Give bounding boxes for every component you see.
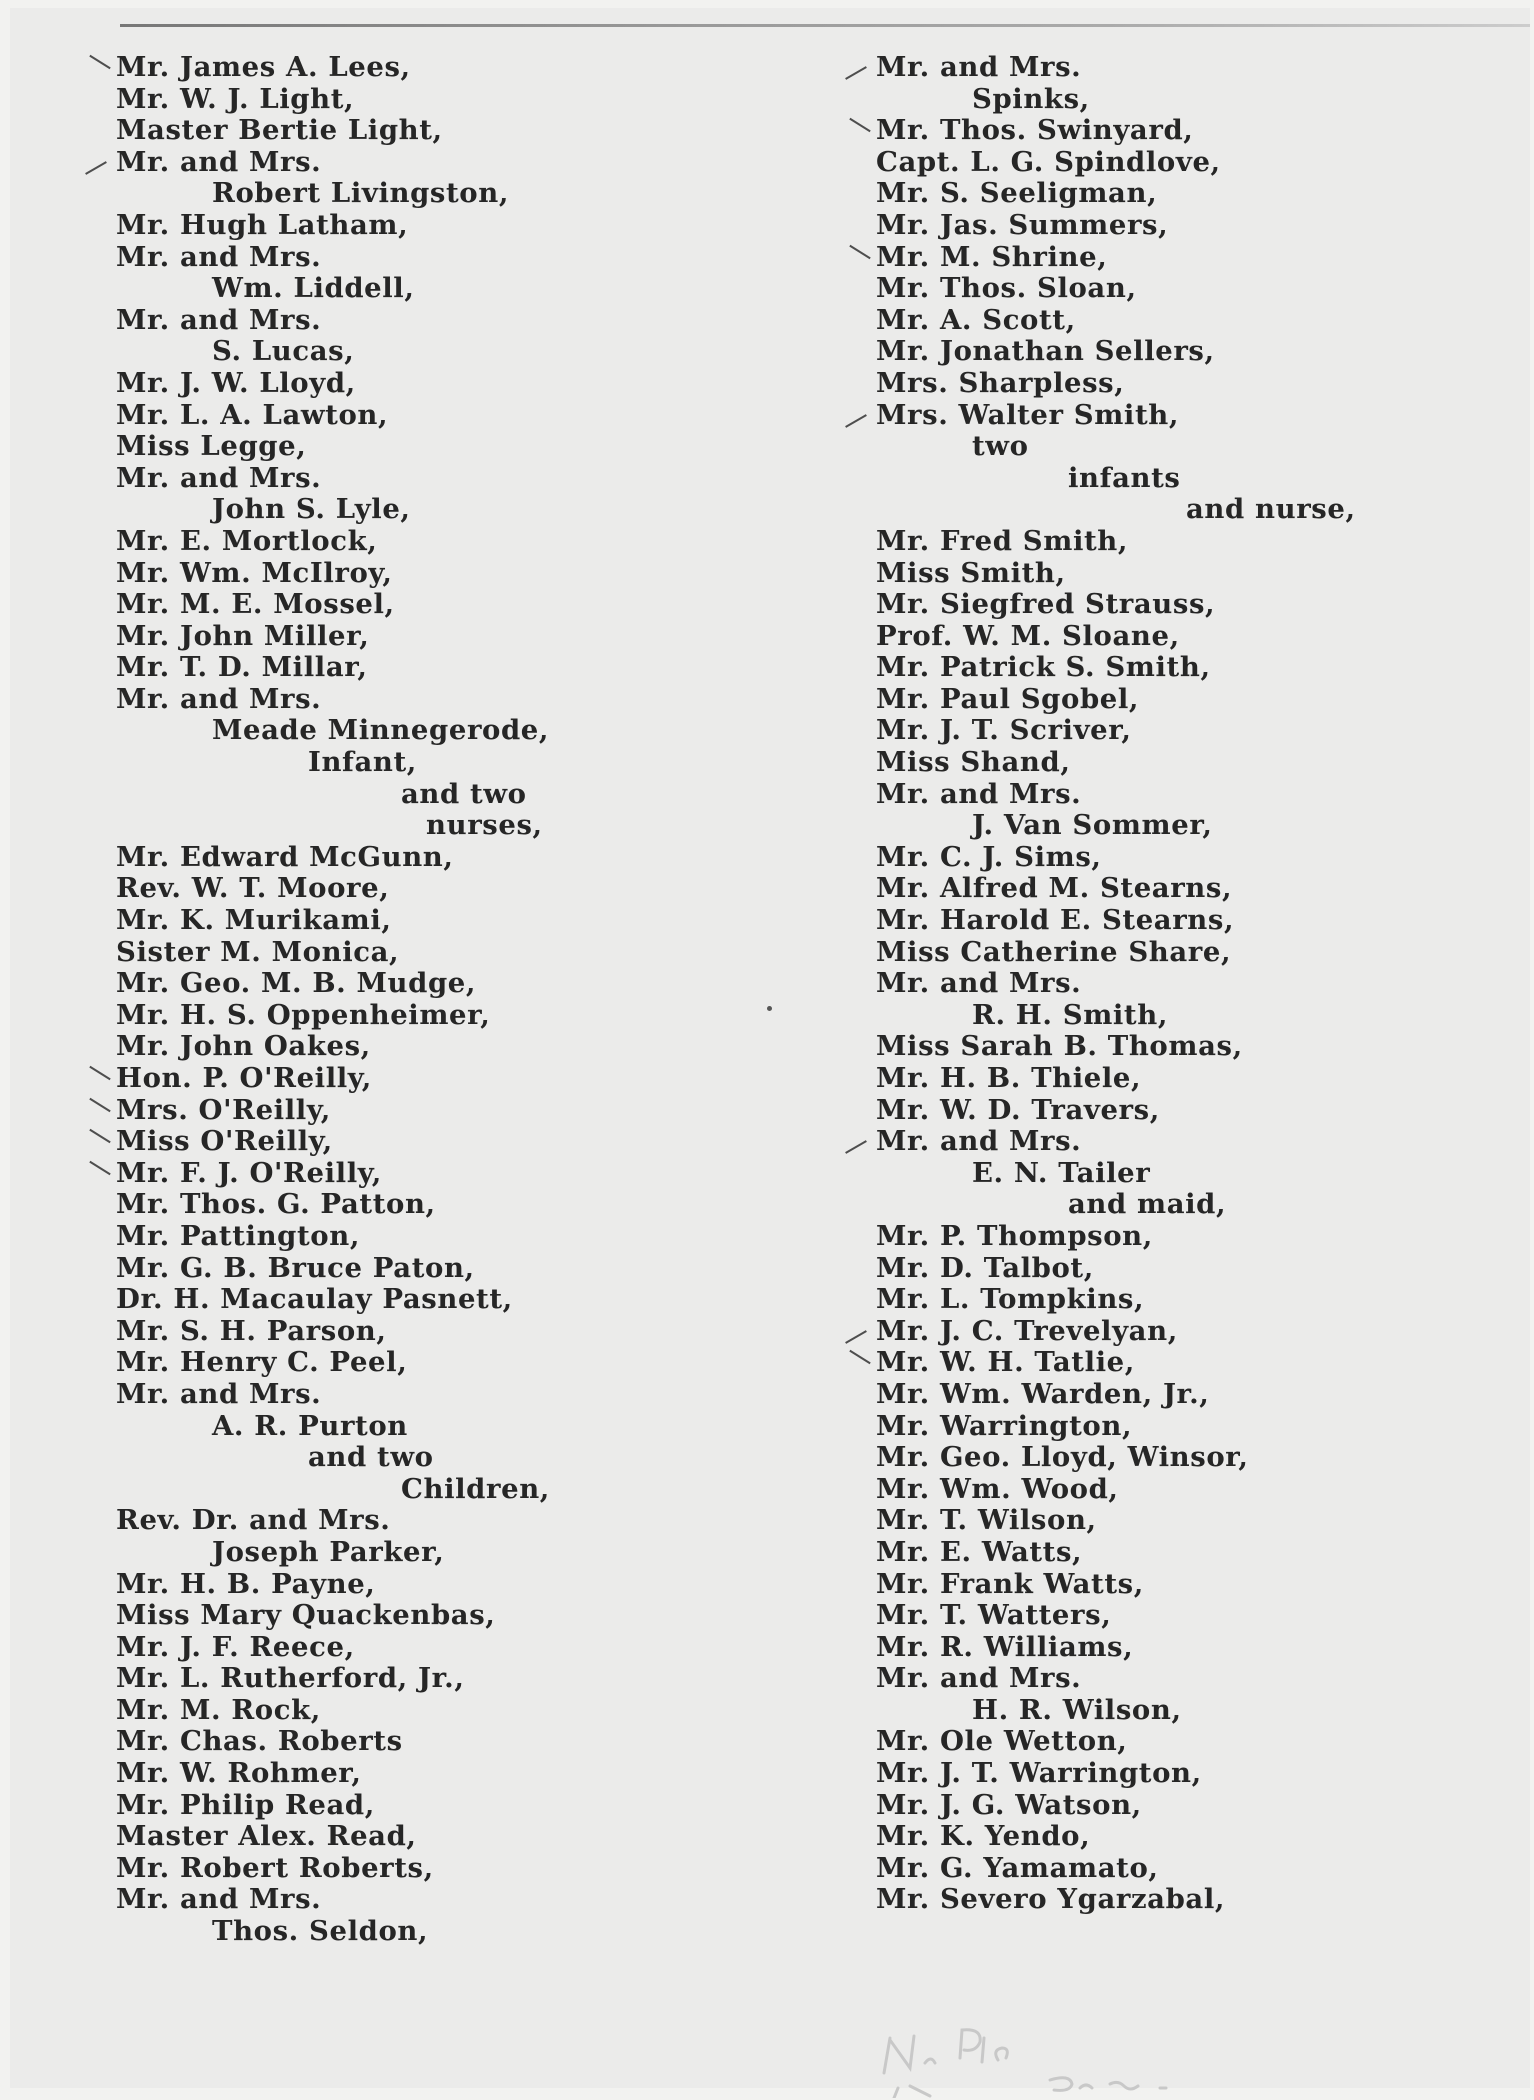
passenger-line [116,1821,676,1853]
passenger-line [116,968,676,1000]
passenger-line [116,842,676,874]
passenger-line [116,810,676,842]
passenger-line [116,273,676,305]
passenger-line [116,652,676,684]
passenger-name-text: Mr. and Mrs. [876,777,1082,810]
passenger-line [876,1505,1496,1537]
passenger-name-text: Mr. S. H. Parson, [116,1314,387,1347]
passenger-line [116,242,676,274]
passenger-name-text: Mr. and Mrs. [116,240,322,273]
passenger-line [876,1695,1496,1727]
passenger-name-text: Mr. W. D. Travers, [876,1093,1160,1126]
passenger-name-text: Hon. P. O'Reilly, [116,1062,372,1094]
passenger-name-text: Mr. Paul Sgobel, [876,682,1140,715]
pencil-check-mark [845,414,867,428]
passenger-name-text: Meade Minnegerode, [212,714,550,747]
pencil-check-mark [845,1140,867,1154]
passenger-line [876,1758,1496,1790]
passenger-name-text: E. N. Tailer [972,1156,1151,1189]
passenger-line [116,1063,676,1095]
passenger-name-text: Mr. H. B. Payne, [116,1567,376,1600]
passenger-name-text: Joseph Parker, [212,1535,445,1568]
passenger-name-text: Robert Livingston, [212,177,510,210]
passenger-line [876,431,1496,463]
passenger-line [876,147,1496,179]
passenger-line [876,1884,1496,1916]
passenger-name-text: Spinks, [972,82,1090,115]
passenger-line [116,1126,676,1158]
passenger-line [116,1411,676,1443]
passenger-line [116,52,676,84]
passenger-name-text: Miss Shand, [876,746,1071,779]
passenger-name-text: Mrs. Walter Smith, [876,398,1180,431]
passenger-line [116,558,676,590]
pencil-check-mark [89,1161,110,1175]
passenger-name-text: Children, [401,1472,550,1505]
passenger-line [876,1537,1496,1569]
passenger-name-text: Mr. F. J. O'Reilly, [116,1156,382,1189]
passenger-name-text: Capt. L. G. Spindlove, [876,145,1221,178]
pencil-check-mark [89,1129,110,1143]
passenger-line [116,1790,676,1822]
passenger-line [876,526,1496,558]
passenger-name-text: Mr. and Mrs. [876,1125,1082,1158]
passenger-line [876,84,1496,116]
passenger-line [116,1442,676,1474]
passenger-name-text: Miss Mary Quackenbas, [116,1599,496,1632]
passenger-name-text: Mr. and Mrs. [876,967,1082,1000]
passenger-name-text: Mr. W. Rohmer, [116,1757,362,1790]
passenger-line [876,968,1496,1000]
passenger-line [876,273,1496,305]
passenger-line [116,1758,676,1790]
passenger-name-text: Mr. J. C. Trevelyan, [876,1314,1178,1347]
passenger-name-text: Mr. J. W. Lloyd, [116,366,356,399]
passenger-line [116,1569,676,1601]
passenger-line [876,52,1496,84]
passenger-name-text: Mr. and Mrs. [116,461,322,494]
passenger-name-text: Mr. T. Watters, [876,1599,1112,1632]
pencil-check-mark [849,118,870,132]
passenger-line [876,652,1496,684]
passenger-line [116,779,676,811]
passenger-line [116,1695,676,1727]
passenger-name-text: Rev. W. T. Moore, [116,872,390,905]
passenger-name-text: A. R. Purton [212,1409,408,1442]
passenger-name-text: Mr. M. E. Mossel, [116,588,395,621]
passenger-line [116,1000,676,1032]
passenger-line [116,1884,676,1916]
passenger-line [876,1379,1496,1411]
passenger-name-text: Mr. Pattington, [116,1219,360,1252]
passenger-name-text: Mr. and Mrs. [116,682,322,715]
passenger-line [876,715,1496,747]
passenger-line [876,1569,1496,1601]
passenger-line [116,400,676,432]
passenger-line [876,779,1496,811]
passenger-line [116,1253,676,1285]
passenger-name-text: Prof. W. M. Sloane, [876,619,1180,652]
passenger-name-text: Mr. Thos. Swinyard, [876,114,1194,147]
passenger-name-text: Mr. Wm. Wood, [876,1472,1119,1505]
passenger-line [876,1284,1496,1316]
pencil-check-mark [849,1350,870,1364]
passenger-line [116,1095,676,1127]
passenger-name-text: Mr. A. Scott, [876,303,1076,336]
passenger-name-text: Mr. Siegfred Strauss, [876,588,1216,621]
passenger-name-text: and maid, [1068,1188,1227,1221]
passenger-line [876,905,1496,937]
passenger-name-text: Mr. and Mrs. [876,1662,1082,1695]
passenger-name-text: Rev. Dr. and Mrs. [116,1504,391,1537]
passenger-line [116,1474,676,1506]
passenger-name-text: S. Lucas, [212,335,355,368]
passenger-name-text: Mr. Ole Wetton, [876,1725,1128,1758]
passenger-line [116,305,676,337]
passenger-name-text: Mr. W. J. Light, [116,82,355,115]
passenger-name-text: Mr. L. Tompkins, [876,1283,1145,1316]
passenger-name-text: Mr. Wm. Warden, Jr., [876,1377,1210,1410]
top-rule [120,24,1530,27]
passenger-line [116,1347,676,1379]
passenger-name-text: Mr. Warrington, [876,1409,1133,1442]
passenger-name-text: Mr. Harold E. Stearns, [876,904,1235,937]
passenger-line [876,242,1496,274]
passenger-line [876,1853,1496,1885]
passenger-line [876,115,1496,147]
passenger-name-text: Mr. E. Watts, [876,1535,1083,1568]
passenger-line [876,1790,1496,1822]
passenger-name-text: Mr. Edward McGunn, [116,840,454,873]
passenger-line [876,400,1496,432]
passenger-name-text: Mr. James A. Lees, [116,51,411,83]
passenger-name-text: Wm. Liddell, [212,272,415,305]
passenger-line [116,905,676,937]
pencil-check-mark [849,244,870,258]
passenger-line [876,1663,1496,1695]
passenger-name-text: Mr. R. Williams, [876,1630,1134,1663]
left-column [116,52,676,1948]
passenger-name-text: Master Bertie Light, [116,114,443,147]
passenger-line [876,1726,1496,1758]
passenger-name-text: Thos. Seldon, [212,1915,429,1948]
passenger-line [876,1221,1496,1253]
passenger-line [876,494,1496,526]
passenger-name-text: Mr. D. Talbot, [876,1251,1094,1284]
passenger-line [116,937,676,969]
passenger-line [876,305,1496,337]
passenger-line [876,558,1496,590]
passenger-name-text: Mr. J. F. Reece, [116,1630,355,1663]
passenger-name-text: Mr. M. Rock, [116,1693,321,1726]
passenger-line [876,1063,1496,1095]
passenger-name-text: Mr. and Mrs. [116,303,322,336]
passenger-name-text: and two [308,1441,434,1474]
pencil-check-mark [845,66,867,80]
passenger-name-text: Miss Catherine Share, [876,935,1232,968]
passenger-line [116,1632,676,1664]
pencil-check-mark [89,1066,110,1080]
passenger-line [116,84,676,116]
passenger-name-text: Mr. P. Thompson, [876,1219,1153,1252]
passenger-line [116,1031,676,1063]
passenger-name-text: Mr. J. T. Warrington, [876,1757,1202,1790]
passenger-name-text: J. Van Sommer, [972,809,1213,842]
passenger-name-text: Miss Sarah B. Thomas, [876,1030,1243,1063]
passenger-line [116,526,676,558]
passenger-name-text: Mr. Geo. Lloyd, Winsor, [876,1441,1249,1474]
passenger-name-text: Mr. Fred Smith, [876,524,1129,557]
passenger-line [116,178,676,210]
passenger-line [876,1600,1496,1632]
passenger-name-text: H. R. Wilson, [972,1693,1182,1726]
passenger-line [876,1126,1496,1158]
passenger-line [876,1411,1496,1443]
passenger-name-text: Mr. Chas. Roberts [116,1725,403,1758]
passenger-name-text: Miss O'Reilly, [116,1125,333,1158]
passenger-name-text: Mr. Philip Read, [116,1788,375,1821]
passenger-name-text: Infant, [308,746,417,779]
passenger-name-text: Mr. G. B. Bruce Paton, [116,1251,475,1284]
passenger-line [876,589,1496,621]
passenger-name-text: Mr. K. Yendo, [876,1820,1091,1853]
passenger-name-text: Mr. John Miller, [116,619,370,652]
pencil-check-mark [845,1330,867,1344]
passenger-name-text: Mr. C. J. Sims, [876,840,1102,873]
passenger-line [116,1663,676,1695]
passenger-name-text: Mr. J. T. Scriver, [876,714,1132,747]
passenger-name-text: Mr. Jas. Summers, [876,208,1169,241]
passenger-line [876,1095,1496,1127]
passenger-name-text: Mr. M. Shrine, [876,240,1108,273]
passenger-name-text: Master Alex. Read, [116,1820,417,1853]
passenger-line [116,1853,676,1885]
passenger-line [116,715,676,747]
passenger-name-text: Mr. L. Rutherford, Jr., [116,1662,465,1695]
passenger-name-text: Mr. Alfred M. Stearns, [876,872,1233,905]
passenger-name-text: Mr. G. Yamamato, [876,1851,1159,1884]
handwritten-pencil-note [870,2018,1290,2098]
passenger-name-text: Mr. Robert Roberts, [116,1851,434,1884]
passenger-line [116,589,676,621]
passenger-line [876,210,1496,242]
passenger-name-text: Dr. H. Macaulay Pasnett, [116,1283,513,1316]
passenger-name-text: Mr. Severo Ygarzabal, [876,1883,1226,1916]
passenger-line [116,210,676,242]
passenger-line [116,747,676,779]
passenger-line [116,147,676,179]
passenger-name-text: Mr. Patrick S. Smith, [876,651,1211,684]
passenger-line [876,1347,1496,1379]
passenger-line [116,1379,676,1411]
passenger-name-text: Mr. E. Mortlock, [116,524,378,557]
passenger-line [876,368,1496,400]
passenger-name-text: Mr. and Mrs. [116,145,322,178]
passenger-name-text: Mr. T. D. Millar, [116,651,368,684]
pencil-check-mark [89,55,110,69]
passenger-line [116,368,676,400]
passenger-line [116,684,676,716]
passenger-line [876,1316,1496,1348]
passenger-line [116,1189,676,1221]
passenger-name-text: Mr. J. G. Watson, [876,1788,1142,1821]
passenger-name-text: Mr. Henry C. Peel, [116,1346,408,1379]
passenger-name-text: Mr. Geo. M. B. Mudge, [116,967,477,1000]
passenger-line [116,463,676,495]
right-column [876,52,1496,1916]
passenger-line [876,1474,1496,1506]
passenger-line [116,1158,676,1190]
passenger-name-text: Miss Legge, [116,430,307,463]
passenger-name-text: and two [401,777,527,810]
stray-dot [767,1006,772,1011]
passenger-line [876,463,1496,495]
passenger-line [116,336,676,368]
passenger-line [116,1221,676,1253]
passenger-name-text: Mr. Hugh Latham, [116,208,409,241]
passenger-line [116,494,676,526]
passenger-name-text: Miss Smith, [876,556,1066,589]
passenger-name-text: Mr. and Mrs. [116,1883,322,1916]
passenger-name-text: Mr. H. S. Oppenheimer, [116,998,491,1031]
passenger-name-text: two [972,430,1029,463]
passenger-line [116,1505,676,1537]
passenger-line [876,1189,1496,1221]
passenger-line [876,1031,1496,1063]
passenger-line [876,178,1496,210]
passenger-line [876,1253,1496,1285]
passenger-name-text: Mr. Thos. G. Patton, [116,1188,436,1221]
passenger-name-text: Mrs. Sharpless, [876,366,1125,399]
passenger-name-text: Mr. W. H. Tatlie, [876,1346,1135,1379]
pencil-check-mark [89,1097,110,1111]
passenger-line [116,621,676,653]
passenger-line [116,1726,676,1758]
passenger-name-text: Mr. K. Murikami, [116,904,392,937]
passenger-name-text: Mr. S. Seeligman, [876,177,1158,210]
passenger-line [876,1000,1496,1032]
passenger-line [116,1916,676,1948]
passenger-line [876,621,1496,653]
passenger-name-text: Mr. Jonathan Sellers, [876,335,1215,368]
passenger-name-text: Sister M. Monica, [116,935,400,968]
passenger-line [876,1821,1496,1853]
passenger-name-text: John S. Lyle, [212,493,411,526]
passenger-line [876,336,1496,368]
pencil-check-mark [85,161,107,175]
passenger-name-text: Mr. Wm. McIlroy, [116,556,393,589]
passenger-name-text: Mr. L. A. Lawton, [116,398,389,431]
passenger-line [116,1537,676,1569]
passenger-name-text: Mr. and Mrs. [876,51,1082,83]
passenger-name-text: Mr. H. B. Thiele, [876,1062,1142,1094]
passenger-line [116,1284,676,1316]
passenger-name-text: Mrs. O'Reilly, [116,1093,331,1126]
passenger-name-text: infants [1068,461,1181,494]
passenger-line [876,1632,1496,1664]
passenger-line [876,1158,1496,1190]
passenger-line [876,937,1496,969]
passenger-line [876,873,1496,905]
passenger-name-text: and nurse, [1186,493,1356,526]
passenger-name-text: Mr. John Oakes, [116,1030,371,1063]
passenger-line [116,431,676,463]
passenger-line [876,1442,1496,1474]
passenger-name-text: Mr. and Mrs. [116,1377,322,1410]
passenger-line [116,1600,676,1632]
passenger-name-text: nurses, [426,809,543,842]
passenger-name-text: Mr. Thos. Sloan, [876,272,1137,305]
passenger-line [876,747,1496,779]
document-page [10,8,1530,2088]
passenger-name-text: Mr. Frank Watts, [876,1567,1144,1600]
passenger-line [876,842,1496,874]
passenger-line [876,810,1496,842]
passenger-line [116,1316,676,1348]
passenger-line [876,684,1496,716]
passenger-line [116,115,676,147]
passenger-name-text: Mr. T. Wilson, [876,1504,1097,1537]
passenger-name-text: R. H. Smith, [972,998,1169,1031]
passenger-line [116,873,676,905]
